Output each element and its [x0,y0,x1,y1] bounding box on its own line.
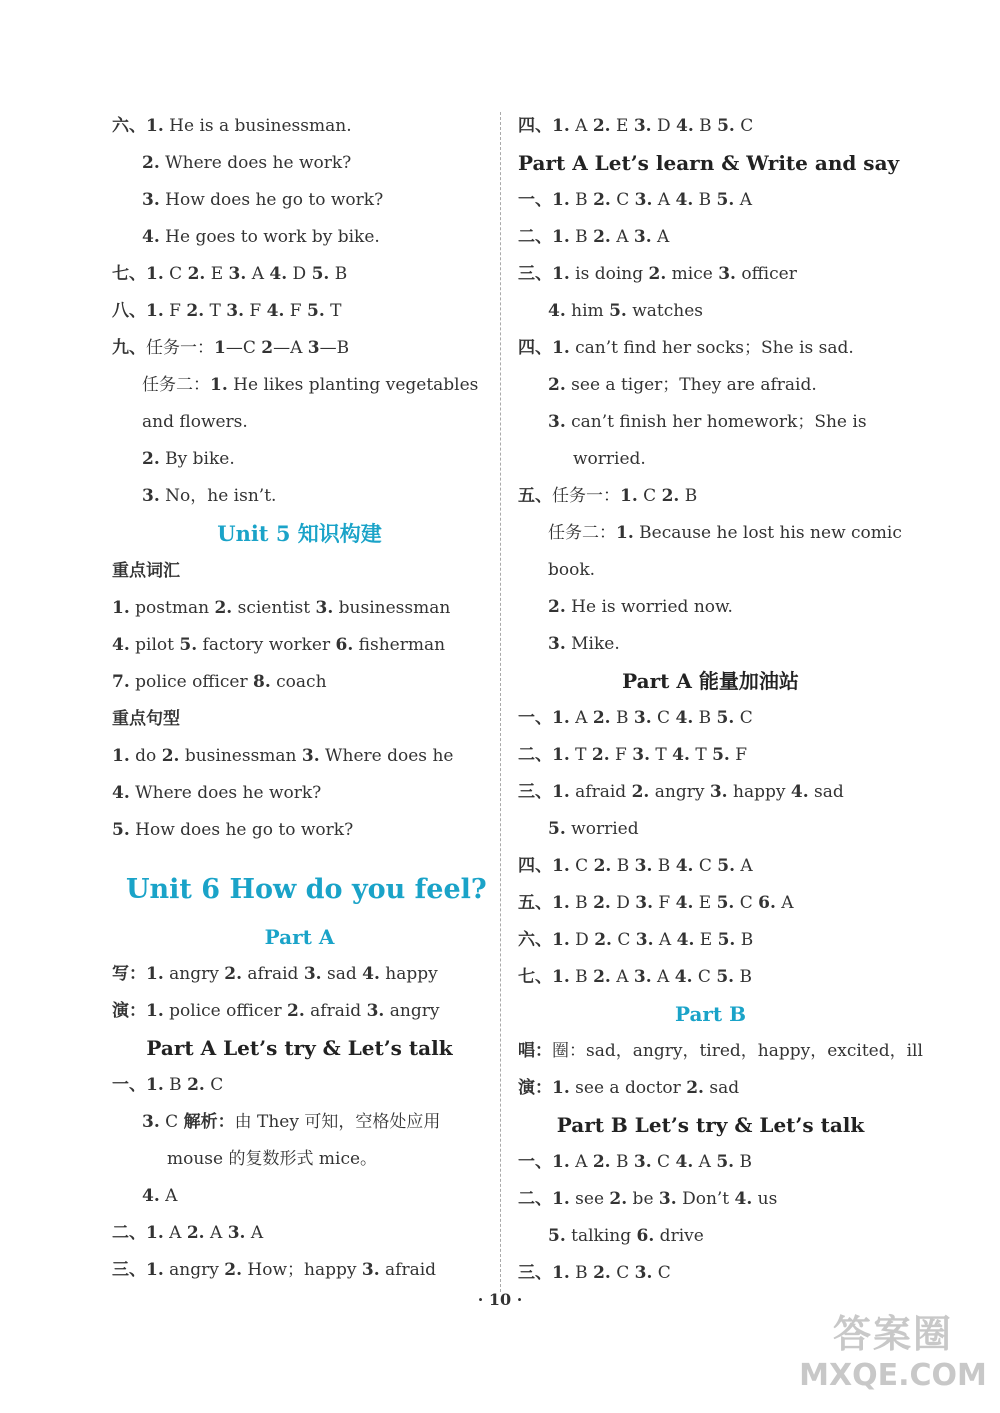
answer-line: 3. How does he go to work? [142,190,384,210]
part-a-learn-heading: Part A Let’s learn & Write and say [518,151,900,175]
sentence-heading: 重点句型 [112,709,180,729]
vocab-heading: 重点词汇 [112,561,180,581]
answer-line: 5. talking 6. drive [548,1226,704,1246]
answer-line: mouse 的复数形式 mice。 [167,1149,378,1169]
watermark-text: 答案圈 [832,1312,953,1356]
answer-line: 任务二：1. Because he lost his new comic [548,523,902,543]
part-a-energy-heading: Part A 能量加油站 [622,669,799,693]
answer-line: 二、1. A 2. A 3. A [112,1223,264,1243]
answer-line: 5. worried [548,819,639,839]
answer-line: 三、1. is doing 2. mice 3. officer [518,264,797,284]
answer-line: 2. Where does he work? [142,153,352,173]
answer-line: 六、1. D 2. C 3. A 4. E 5. B [518,930,754,950]
answer-line: 一、1. A 2. B 3. C 4. A 5. B [518,1152,752,1172]
answer-line: 任务二：1. He likes planting vegetables [142,375,479,395]
answer-line: 七、1. B 2. A 3. A 4. C 5. B [518,967,752,987]
left-column [112,108,487,1289]
answer-line: 写：1. angry 2. afraid 3. sad 4. happy [112,964,438,984]
answer-line: 二、1. B 2. A 3. A [518,227,670,247]
right-column [518,108,923,1292]
answer-line: 一、1. B 2. C 3. A 4. B 5. A [518,190,752,210]
answer-line: 五、任务一：1. C 2. B [518,486,698,506]
sentence-line: 1. do 2. businessman 3. Where does he [112,746,454,766]
answer-line: 演：1. see a doctor 2. sad [518,1078,740,1098]
answer-line: 一、1. A 2. B 3. C 4. B 5. C [518,708,753,728]
watermark-url: MXQE.COM [799,1358,987,1393]
answer-line: 唱：圈：sad，angry，tired，happy，excited，ill [518,1041,923,1061]
answer-line: 一、1. B 2. C [112,1075,224,1095]
answer-line: and flowers. [142,412,248,432]
vocab-line: 4. pilot 5. factory worker 6. fisherman [112,635,446,655]
answer-line: 九、任务一：1—C 2—A 3—B [112,338,350,358]
answer-line: worried. [573,449,646,469]
answer-line: 六、1. He is a businessman. [112,116,352,136]
column-divider [500,112,501,1292]
answer-line: 3. C 解析：由 They 可知，空格处应用 [142,1112,441,1132]
answer-line: 4. He goes to work by bike. [142,227,380,247]
answer-line: 七、1. C 2. E 3. A 4. D 5. B [112,264,348,284]
part-b-try-heading: Part B Let’s try & Let’s talk [556,1113,865,1137]
part-a-heading: Part A [264,925,335,949]
answer-line: 三、1. angry 2. How；happy 3. afraid [112,1260,437,1280]
answer-line: 2. By bike. [142,449,235,469]
answer-line: 二、1. T 2. F 3. T 4. T 5. F [518,745,748,765]
answer-line: 八、1. F 2. T 3. F 4. F 5. T [112,301,342,321]
answer-line: 四、1. can’t find her socks；She is sad. [518,338,854,358]
answer-line: 3. can’t finish her homework；She is [548,412,867,432]
vocab-line: 7. police officer 8. coach [112,672,327,692]
answer-line: 2. He is worried now. [548,597,733,617]
answer-line: 三、1. afraid 2. angry 3. happy 4. sad [518,782,844,802]
answer-line: 4. him 5. watches [548,301,704,321]
answer-line: 3. Mike. [548,634,620,654]
unit5-heading: Unit 5 知识构建 [217,521,382,546]
watermark-logo [798,1303,988,1403]
answer-line: 四、1. A 2. E 3. D 4. B 5. C [518,116,754,136]
answer-line: 3. No，he isn’t. [142,486,277,506]
part-b-heading: Part B [674,1002,747,1026]
answer-line: book. [548,560,596,580]
unit6-heading: Unit 6 How do you feel? [126,874,487,905]
answer-line: 2. see a tiger；They are afraid. [548,375,817,395]
answer-line: 四、1. C 2. B 3. B 4. C 5. A [518,856,753,876]
answer-line: 二、1. see 2. be 3. Don’t 4. us [518,1189,778,1209]
sentence-line: 5. How does he go to work? [112,820,354,840]
answer-line: 五、1. B 2. D 3. F 4. E 5. C 6. A [518,893,794,913]
answer-line: 演：1. police officer 2. afraid 3. angry [112,1001,440,1021]
part-a-try-heading: Part A Let’s try & Let’s talk [146,1036,453,1060]
vocab-line: 1. postman 2. scientist 3. businessman [112,598,451,618]
page-number: · 10 · [477,1290,523,1309]
answer-line: 4. A [142,1186,178,1206]
answer-line: 三、1. B 2. C 3. C [518,1263,671,1283]
sentence-line: 4. Where does he work? [112,783,322,803]
